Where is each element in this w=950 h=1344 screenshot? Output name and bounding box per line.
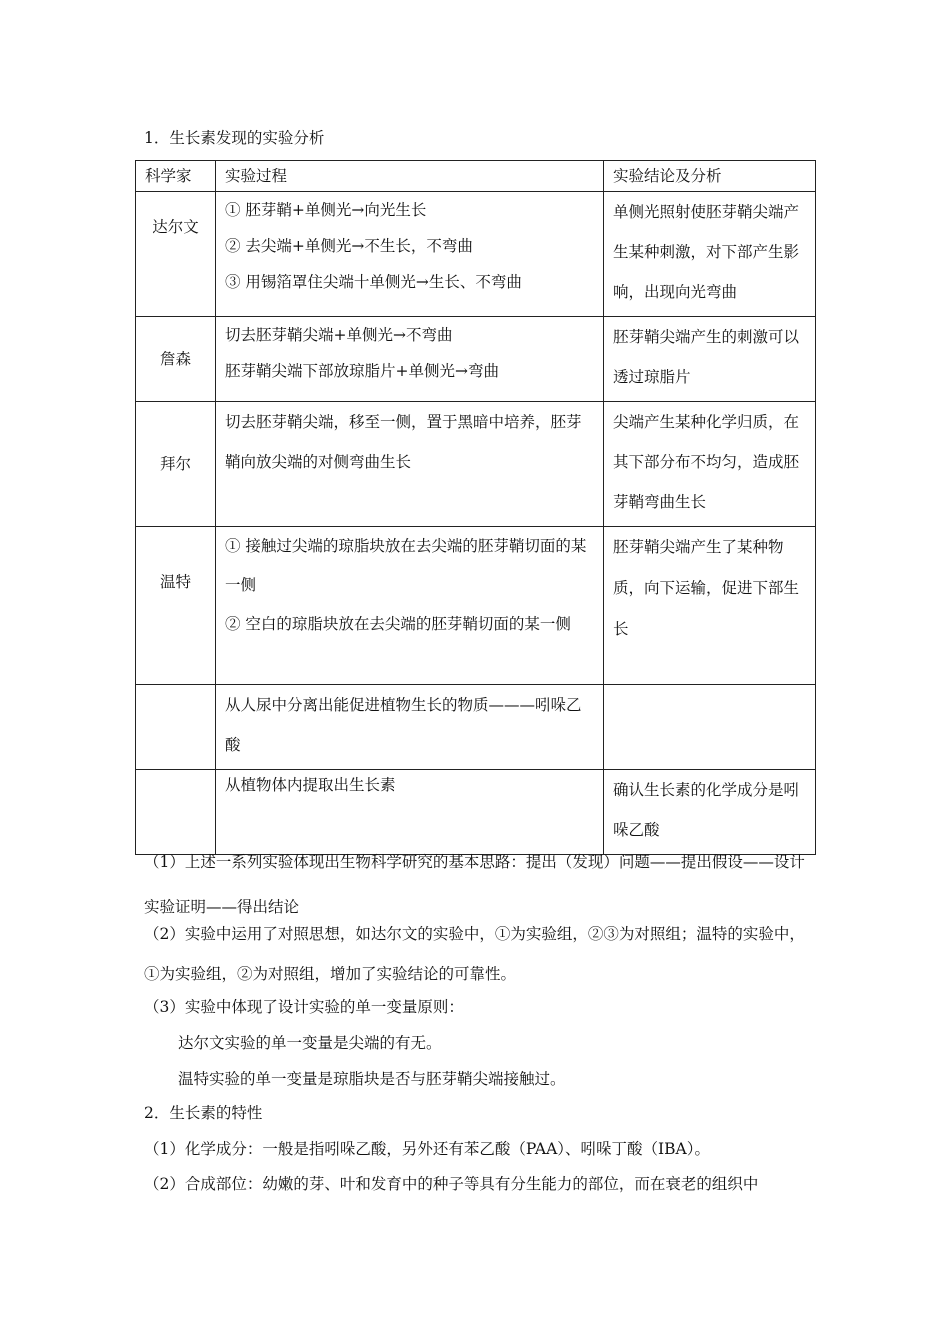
- conclusion-cell: [604, 685, 816, 770]
- process-line: ② 去尖端+单侧光→不生长，不弯曲: [225, 237, 473, 255]
- process-line: ① 胚芽鞘+单侧光→向光生长: [225, 201, 427, 219]
- header-conclusion: 实验结论及分析: [604, 161, 816, 192]
- process-cell: 从植物体内提取出生长素: [216, 770, 604, 855]
- note-paragraph-2: （2）实验中运用了对照思想，如达尔文的实验中，①为实验组，②③为对照组；温特的实验中，①为实验组，②为对照组，增加了实验结论的可靠性。: [144, 925, 805, 983]
- process-cell: [216, 317, 604, 402]
- process-cell: [216, 527, 604, 685]
- note-paragraph-3a: 达尔文实验的单一变量是尖端的有无。: [178, 1034, 442, 1052]
- conclusion-cell: 单侧光照射使胚芽鞘尖端产生某种刺激，对下部产生影响，出现向光弯曲: [604, 192, 816, 317]
- note-paragraph-3: （3）实验中体现了设计实验的单一变量原则：: [144, 998, 464, 1016]
- table-row: [136, 402, 816, 527]
- experiment-table: [135, 160, 816, 855]
- conclusion-cell: 确认生长素的化学成分是吲哚乙酸: [604, 770, 816, 855]
- process-line: 切去胚芽鞘尖端+单侧光→不弯曲: [225, 326, 453, 344]
- table-header-row: [136, 161, 816, 192]
- scientist-cell: [136, 685, 216, 770]
- note-paragraph-1: （1）上述一系列实验体现出生物科学研究的基本思路：提出（发现）问题——提出假设——设计实验证明——得出结论: [144, 853, 805, 916]
- process-cell: 从人尿中分离出能促进植物生长的物质———吲哚乙酸: [216, 685, 604, 770]
- process-cell: [216, 192, 604, 317]
- section-2-heading: 2．生长素的特性: [144, 1104, 263, 1122]
- scientist-cell: 达尔文: [136, 192, 216, 317]
- scientist-cell: 拜尔: [136, 402, 216, 527]
- table-row: [136, 527, 816, 685]
- process-line: ① 接触过尖端的琼脂块放在去尖端的胚芽鞘切面的某一侧: [225, 537, 587, 594]
- conclusion-cell: 胚芽鞘尖端产生的刺激可以透过琼脂片: [604, 317, 816, 402]
- table-row: [136, 317, 816, 402]
- section-1-heading: 1．生长素发现的实验分析: [144, 129, 325, 147]
- process-line: 胚芽鞘尖端下部放琼脂片+单侧光→弯曲: [225, 362, 499, 380]
- scientist-cell: 詹森: [136, 317, 216, 402]
- table-row: [136, 192, 816, 317]
- conclusion-cell: 胚芽鞘尖端产生了某种物质，向下运输，促进下部生长: [604, 527, 816, 685]
- process-line: ② 空白的琼脂块放在去尖端的胚芽鞘切面的某一侧: [225, 615, 571, 633]
- table-row: [136, 685, 816, 770]
- conclusion-cell: 尖端产生某种化学归质，在其下部分布不均匀，造成胚芽鞘弯曲生长: [604, 402, 816, 527]
- header-process: 实验过程: [216, 161, 604, 192]
- note-paragraph-3b: 温特实验的单一变量是琼脂块是否与胚芽鞘尖端接触过。: [178, 1070, 566, 1088]
- scientist-cell: 温特: [136, 527, 216, 685]
- section-2-paragraph-1: （1）化学成分：一般是指吲哚乙酸，另外还有苯乙酸（PAA）、吲哚丁酸（IBA）。: [144, 1140, 710, 1158]
- process-line: ③ 用锡箔罩住尖端十单侧光→生长、不弯曲: [225, 273, 522, 291]
- section-2-paragraph-2: （2）合成部位：幼嫩的芽、叶和发育中的种子等具有分生能力的部位，而在衰老的组织中: [144, 1175, 759, 1193]
- header-scientist: 科学家: [136, 161, 216, 192]
- process-cell: 切去胚芽鞘尖端，移至一侧，置于黑暗中培养，胚芽鞘向放尖端的对侧弯曲生长: [216, 402, 604, 527]
